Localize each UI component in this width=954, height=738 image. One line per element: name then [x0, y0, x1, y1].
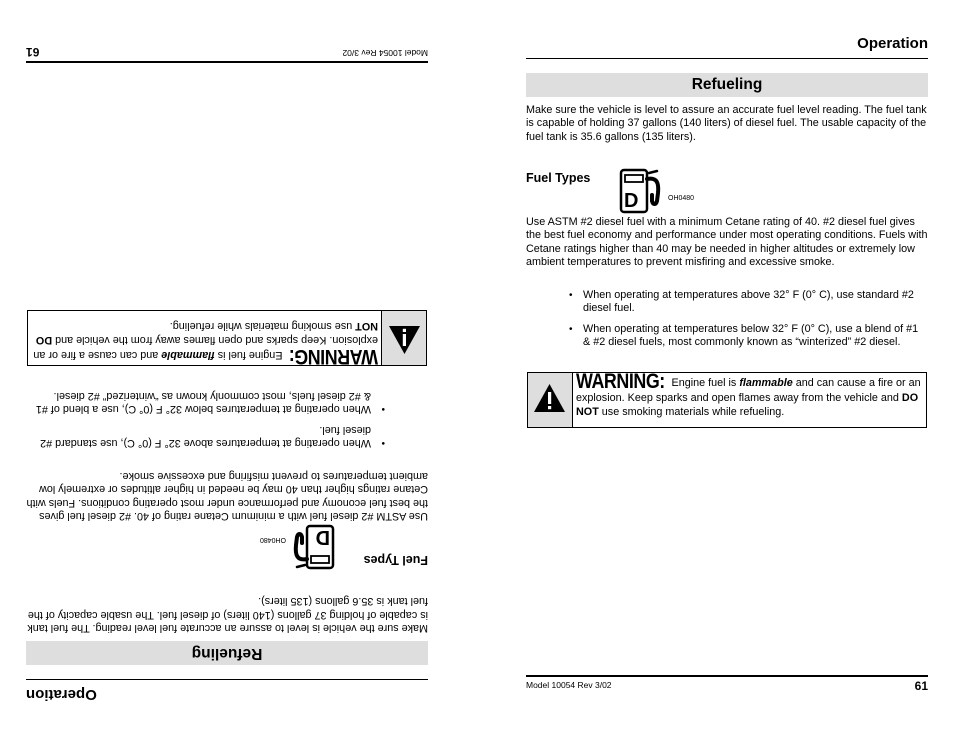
intro-paragraph: Make sure the vehicle is level to assure an accurate fuel level reading. The fuel tank is capable of holding 37 gallons (140 liters) of diesel fuel. The usable capacity of the fuel tank is 35.6 gallons (135 liters).	[27, 595, 428, 634]
warning-flammable: flammable	[739, 377, 793, 389]
page-number: 61	[26, 45, 40, 59]
warning-text-b: and can cause a fire or an explosion. Keep sparks and open flames away from the vehicle and	[33, 334, 378, 361]
bullet-text: When operating at temperatures above 32° F (0° C), use standard #2 diesel fuel.	[583, 289, 914, 315]
svg-text:D: D	[315, 526, 330, 548]
list-item	[26, 422, 388, 449]
fuel-icon-code: OH0480	[259, 536, 286, 543]
page-title: Refueling	[526, 73, 928, 97]
footer-rule	[26, 61, 428, 63]
exclamation-triangle-icon	[388, 325, 421, 355]
bullet-dot: •	[381, 437, 385, 448]
fuel-icon-code: OH0480	[668, 195, 695, 202]
page-left-mirrored	[26, 18, 428, 718]
bullet-dot: •	[381, 403, 385, 415]
warning-do-not: DO NOT	[576, 391, 919, 418]
warning-do-not: DO NOT	[35, 320, 378, 347]
astm-paragraph: Use ASTM #2 diesel fuel with a minimum Cetane rating of 40. #2 diesel fuel gives the best fuel economy and performance under most operating conditions. Fuels with Cetane ratings higher than 40 may be needed in higher altitudes or extremely low ambient temperatures to prevent misfiring and excessive smoke.	[26, 469, 428, 522]
footer-model: Model 10054 Rev 3/02	[526, 680, 612, 690]
fuel-types-heading: Fuel Types	[363, 553, 428, 567]
footer-model: Model 10054 Rev 3/02	[342, 48, 428, 58]
page-number: 61	[914, 679, 928, 693]
warning-text	[576, 370, 922, 420]
warning-flammable: flammable	[161, 349, 215, 361]
exclamation-triangle-icon	[533, 383, 566, 413]
temperature-bullet-list	[566, 289, 928, 357]
warning-icon-cell	[528, 373, 573, 427]
list-item	[26, 388, 388, 415]
svg-text:D: D	[624, 190, 639, 212]
bullet-dot: •	[569, 290, 573, 301]
section-heading: Operation	[26, 686, 97, 703]
page-title: Refueling	[26, 641, 428, 665]
warning-text	[32, 319, 378, 368]
bullet-text: When operating at temperatures below 32° F (0° C), use a blend of #1 & #2 diesel fuels, most commonly known as “winterized” #2 diesel.	[35, 389, 371, 416]
warning-text-a: Engine fuel is	[671, 377, 740, 389]
astm-paragraph: Use ASTM #2 diesel fuel with a minimum Cetane rating of 40. #2 diesel fuel gives the best fuel economy and performance under most operating conditions. Fuels with Cetane ratings higher than 40 may be needed in higher altitudes or extremely low ambient temperatures to prevent misfiring and excessive smoke.	[526, 216, 928, 269]
bullet-dot: •	[569, 323, 573, 335]
page-right	[526, 20, 928, 720]
fuel-pump-icon	[289, 523, 335, 571]
fuel-types-heading: Fuel Types	[526, 171, 591, 185]
bullet-text: When operating at temperatures below 32° F (0° C), use a blend of #1 & #2 diesel fuels, most commonly known as “winterized” #2 diesel.	[583, 322, 919, 349]
intro-paragraph: Make sure the vehicle is level to assure an accurate fuel level reading. The fuel tank is capable of holding 37 gallons (140 liters) of diesel fuel. The usable capacity of the fuel tank is 35.6 gallons (135 liters).	[526, 104, 927, 143]
warning-text-a: Engine fuel is	[214, 349, 283, 361]
fuel-pump-icon	[619, 167, 665, 215]
warning-icon-cell	[381, 311, 426, 365]
warning-text-b: and can cause a fire or an explosion. Keep sparks and open flames away from the vehicle and	[576, 377, 921, 404]
list-item	[566, 323, 928, 350]
section-heading: Operation	[857, 35, 928, 52]
bullet-text: When operating at temperatures above 32° F (0° C), use standard #2 diesel fuel.	[40, 423, 371, 449]
warning-label: WARNING:	[289, 345, 378, 368]
warning-label: WARNING:	[576, 370, 665, 393]
warning-text-c: use smoking materials while refueling.	[169, 320, 356, 332]
warning-text-c: use smoking materials while refueling.	[598, 406, 785, 418]
list-item	[566, 289, 928, 316]
temperature-bullet-list	[26, 381, 388, 449]
footer-rule	[526, 675, 928, 677]
warning-box	[27, 310, 427, 366]
warning-box	[527, 372, 927, 428]
